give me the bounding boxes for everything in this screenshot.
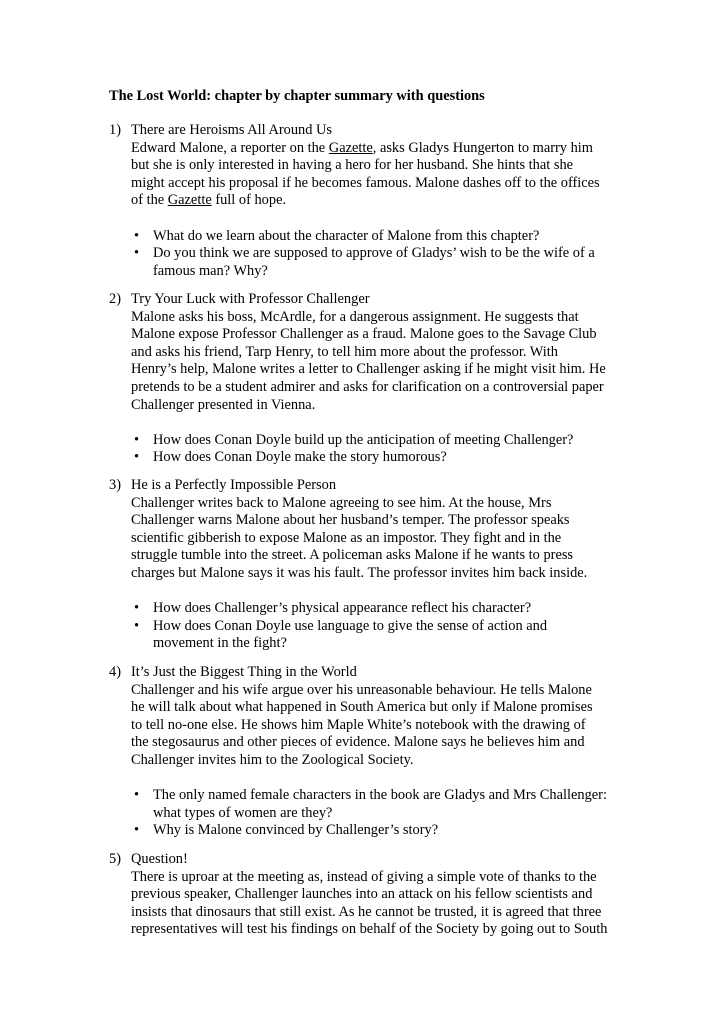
question-list (109, 432, 629, 467)
chapter-section-4 (109, 664, 629, 840)
summary-line: Henry’s help, Malone writes a letter to Challenger asking if he might visit him. He (131, 361, 606, 378)
chapter-heading (109, 851, 629, 869)
chapter-summary (109, 495, 629, 583)
chapter-heading (109, 664, 629, 682)
summary-line: of the Gazette full of hope. (131, 192, 287, 209)
summary-line: he will talk about what happened in South America but only if Malone promises (131, 699, 593, 716)
summary-line: Edward Malone, a reporter on the Gazette, asks Gladys Hungerton to marry him (131, 139, 593, 156)
chapter-summary (109, 869, 629, 939)
bullet-icon: • (134, 600, 140, 617)
summary-line: struggle tumble into the street. A policeman asks Malone if he wants to press (131, 547, 574, 564)
chapter-section-3 (109, 477, 629, 653)
summary-line: and asks his friend, Tarp Henry, to tell him more about the professor. With (131, 343, 558, 360)
newspaper-name: Gazette (167, 192, 212, 209)
summary-line: Challenger and his wife argue over his unreasonable behaviour. He tells Malone (131, 681, 592, 698)
summary-line: There is uproar at the meeting as, instead of giving a simple vote of thanks to the (131, 868, 597, 885)
question-item: • Why is Malone convinced by Challenger’s story? (134, 822, 439, 839)
bullet-icon: • (134, 431, 140, 448)
question-list (109, 600, 629, 653)
chapter-summary (109, 309, 629, 415)
summary-line: insists that dinosaurs that still exist. As he cannot be trusted, it is agreed that three (131, 903, 602, 920)
chapter-title: There are Heroisms All Around Us (131, 122, 333, 138)
chapter-summary (109, 140, 629, 210)
chapter-heading (109, 122, 629, 140)
chapter-number: 3) (109, 477, 121, 493)
bullet-icon: • (134, 617, 140, 634)
chapter-number: 5) (109, 851, 121, 867)
bullet-icon: • (134, 227, 140, 244)
chapter-summary (109, 682, 629, 770)
chapter-number: 4) (109, 664, 121, 680)
summary-line: Challenger writes back to Malone agreeing to see him. At the house, Mrs (131, 494, 552, 511)
chapter-title: Try Your Luck with Professor Challenger (131, 291, 370, 307)
chapter-number: 2) (109, 291, 121, 307)
summary-line: scientific gibberish to expose Malone as an impostor. They fight and in the (131, 529, 562, 546)
summary-line: Challenger warns Malone about her husband’s temper. The professor speaks (131, 512, 570, 529)
chapter-heading (109, 477, 629, 495)
question-list (109, 787, 629, 840)
newspaper-name: Gazette (328, 139, 373, 156)
question-item: • How does Challenger’s physical appearance reflect his character? (134, 600, 532, 617)
bullet-icon: • (134, 787, 140, 804)
chapter-section-5 (109, 851, 629, 939)
question-item: • What do we learn about the character of Malone from this chapter? (134, 227, 540, 244)
chapter-title: It’s Just the Biggest Thing in the World (131, 664, 357, 680)
summary-line: but she is only interested in having a hero for her husband. She hints that she (131, 157, 574, 174)
summary-line: Malone asks his boss, McArdle, for a dangerous assignment. He suggests that (131, 308, 579, 325)
question-item: • Do you think we are supposed to approve of Gladys’ wish to be the wife of a famous man? Why? (134, 245, 595, 279)
summary-line: might accept his proposal if he becomes famous. Malone dashes off to the offices (131, 174, 600, 191)
chapter-title: He is a Perfectly Impossible Person (131, 477, 337, 493)
bullet-icon: • (134, 245, 140, 262)
question-list (109, 228, 629, 281)
question-item: • How does Conan Doyle make the story humorous? (134, 449, 447, 466)
question-item: • How does Conan Doyle use language to give the sense of action and movement in the fight? (134, 617, 548, 652)
chapter-heading (109, 291, 629, 309)
bullet-icon: • (134, 449, 140, 466)
document-title: The Lost World: chapter by chapter summary with questions (109, 88, 485, 104)
summary-line: to tell no-one else. He shows him Maple White’s notebook with the drawing of (131, 716, 586, 733)
bullet-icon: • (134, 822, 140, 839)
summary-line: the stegosaurus and other pieces of evidence. Malone says he believes him and (131, 734, 585, 751)
summary-line: previous speaker, Challenger launches into an attack on his fellow scientists and (131, 886, 593, 903)
summary-line: pretends to be a student admirer and asks for clarification on a controversial paper (131, 378, 604, 395)
question-item: • How does Conan Doyle build up the anticipation of meeting Challenger? (134, 431, 574, 448)
summary-line: Malone expose Professor Challenger as a fraud. Malone goes to the Savage Club (131, 326, 597, 343)
summary-line: charges but Malone says it was his fault. The professor invites him back inside. (131, 564, 588, 581)
summary-line: Challenger presented in Vienna. (131, 396, 316, 413)
question-item: • The only named female characters in the book are Gladys and Mrs Challenger: what types of women are they? (134, 787, 607, 821)
chapter-number: 1) (109, 122, 121, 138)
summary-line: Challenger invites him to the Zoological Society. (131, 751, 414, 768)
summary-line: representatives will test his findings on behalf of the Society by going out to South (131, 921, 608, 938)
chapter-title: Question! (131, 851, 188, 867)
chapter-section-2 (109, 291, 629, 467)
chapter-section-1 (109, 122, 629, 280)
